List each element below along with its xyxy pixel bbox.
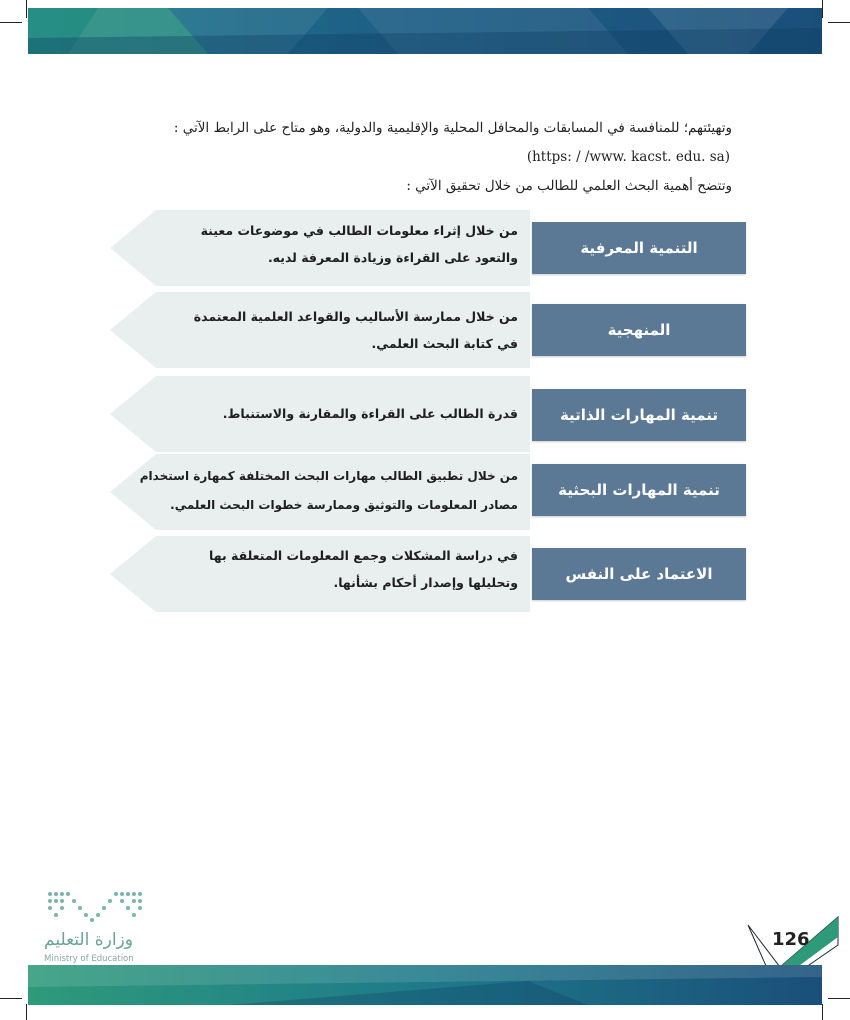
crop-mark bbox=[26, 0, 27, 18]
item-description-line: قدرة الطالب على القراءة والمقارنة والاستنباط. bbox=[222, 406, 518, 421]
item-label: تنمية المهارات الذاتية bbox=[532, 389, 746, 441]
crop-mark bbox=[828, 22, 850, 23]
list-item bbox=[110, 292, 750, 368]
item-label: تنمية المهارات البحثية bbox=[532, 464, 746, 516]
top-banner bbox=[28, 8, 822, 54]
item-description-line: من خلال إثراء معلومات الطالب في موضوعات معينة bbox=[200, 223, 518, 238]
item-description-line: مصادر المعلومات والتوثيق وممارسة خطوات البحث العلمي. bbox=[170, 498, 518, 512]
item-label: المنهجية bbox=[532, 304, 746, 356]
page-number: 126 bbox=[772, 929, 810, 950]
crop-mark bbox=[828, 998, 850, 999]
description-arrow-shape bbox=[110, 292, 530, 368]
intro-line-3: وتتضح أهمية البحث العلمي للطالب من خلال تحقيق الآتي : bbox=[406, 178, 732, 194]
item-description-line: وتحليلها وإصدار أحكام بشأنها. bbox=[333, 575, 518, 590]
item-description-line: في كتابة البحث العلمي. bbox=[371, 336, 518, 351]
crop-mark bbox=[0, 998, 22, 999]
bottom-banner bbox=[28, 965, 822, 1005]
intro-line-1: وتهيئتهم؛ للمنافسة في المسابقات والمحافل المحلية والإقليمية والدولية، وهو متاح على الرابط الآتي : bbox=[173, 120, 732, 136]
item-description-line: من خلال ممارسة الأساليب والقواعد العلمية المعتمدة bbox=[193, 309, 518, 324]
item-label: التنمية المعرفية bbox=[532, 222, 746, 274]
item-label: الاعتماد على النفس bbox=[532, 548, 746, 600]
item-description-line: والتعود على القراءة وزيادة المعرفة لديه. bbox=[267, 250, 518, 265]
list-item bbox=[110, 536, 750, 612]
item-description-line: من خلال تطبيق الطالب مهارات البحث المختلفة كمهارة استخدام bbox=[139, 469, 518, 483]
list-item bbox=[110, 376, 750, 452]
ministry-name-arabic: وزارة التعليم bbox=[44, 930, 133, 950]
item-description-line: في دراسة المشكلات وجمع المعلومات المتعلقة بها bbox=[209, 548, 518, 563]
list-item bbox=[110, 454, 750, 530]
ministry-logo-icon bbox=[46, 890, 146, 924]
crop-mark bbox=[0, 22, 22, 23]
crop-mark bbox=[822, 1004, 823, 1020]
ministry-name-english: Ministry of Education bbox=[44, 954, 134, 964]
crop-mark bbox=[26, 1004, 27, 1020]
list-item bbox=[110, 210, 750, 286]
crop-mark bbox=[822, 0, 823, 18]
intro-link[interactable]: (https: / /www. kacst. edu. sa) bbox=[526, 149, 730, 165]
